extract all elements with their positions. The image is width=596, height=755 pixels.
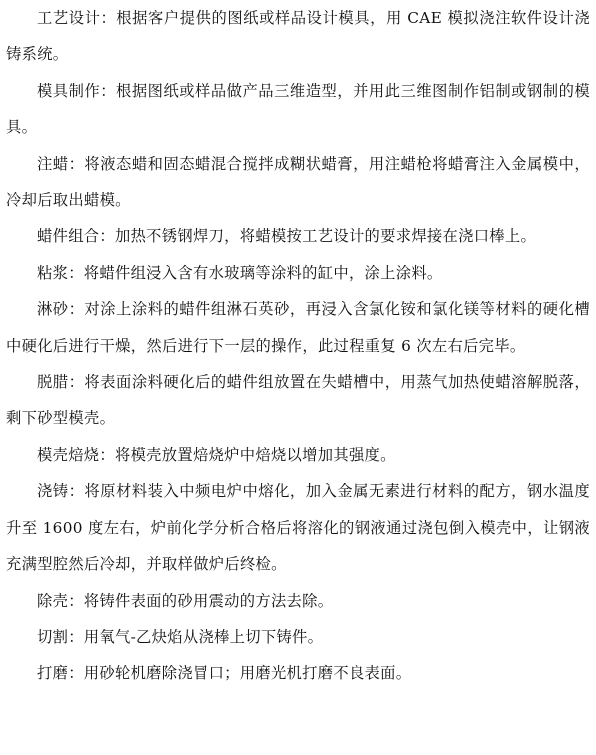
paragraph-shell-removal: 除壳：将铸件表面的砂用震动的方法去除。 bbox=[37, 591, 334, 610]
paragraph-dewaxing: 脱腊：将表面涂料硬化后的蜡件组放置在失蜡槽中，用蒸气加热使蜡溶解脱落，剩下砂型模壳。 bbox=[6, 373, 590, 428]
paragraph-slurry-dipping: 粘浆：将蜡件组浸入含有水玻璃等涂料的缸中，涂上涂料。 bbox=[37, 263, 443, 282]
paragraph-mold-making: 模具制作：根据图纸或样品做产品三维造型，并用此三维图制作铝制或钢制的模具。 bbox=[6, 81, 590, 137]
paragraph-cutting: 切割：用氧气-乙炔焰从浇棒上切下铸件。 bbox=[37, 627, 324, 646]
paragraph-wax-injection: 注蜡：将液态蜡和固态蜡混合搅拌成糊状蜡膏，用注蜡枪将蜡膏注入金属模中，冷却后取出蜡模。 bbox=[6, 154, 590, 210]
paragraph-sand-coating: 淋砂：对涂上涂料的蜡件组淋石英砂，再浸入含氯化铵和氯化镁等材料的硬化槽中硬化后进行干燥，然后进行下一层的操作，此过程重复 6 次左右后完毕。 bbox=[6, 300, 590, 355]
paragraph-pouring: 浇铸：将原材料装入中频电炉中熔化，加入金属无素进行材料的配方，钢水温度升至 1600 度左右，炉前化学分析合格后将溶化的钢液通过浇包倒入模壳中，让钢液充满型腔然后冷却，并取样做炉后终检。 bbox=[6, 482, 590, 574]
paragraph-shell-firing: 模壳焙烧：将模壳放置焙烧炉中焙烧以增加其强度。 bbox=[37, 445, 396, 464]
paragraph-wax-assembly: 蜡件组合：加热不锈钢焊刀，将蜡模按工艺设计的要求焊接在浇口棒上。 bbox=[37, 227, 537, 246]
paragraph-process-design: 工艺设计：根据客户提供的图纸或样品设计模具，用 CAE 模拟浇注软件设计浇铸系统。 bbox=[6, 9, 590, 64]
paragraph-grinding: 打磨：用砂轮机磨除浇冒口；用磨光机打磨不良表面。 bbox=[37, 664, 412, 683]
